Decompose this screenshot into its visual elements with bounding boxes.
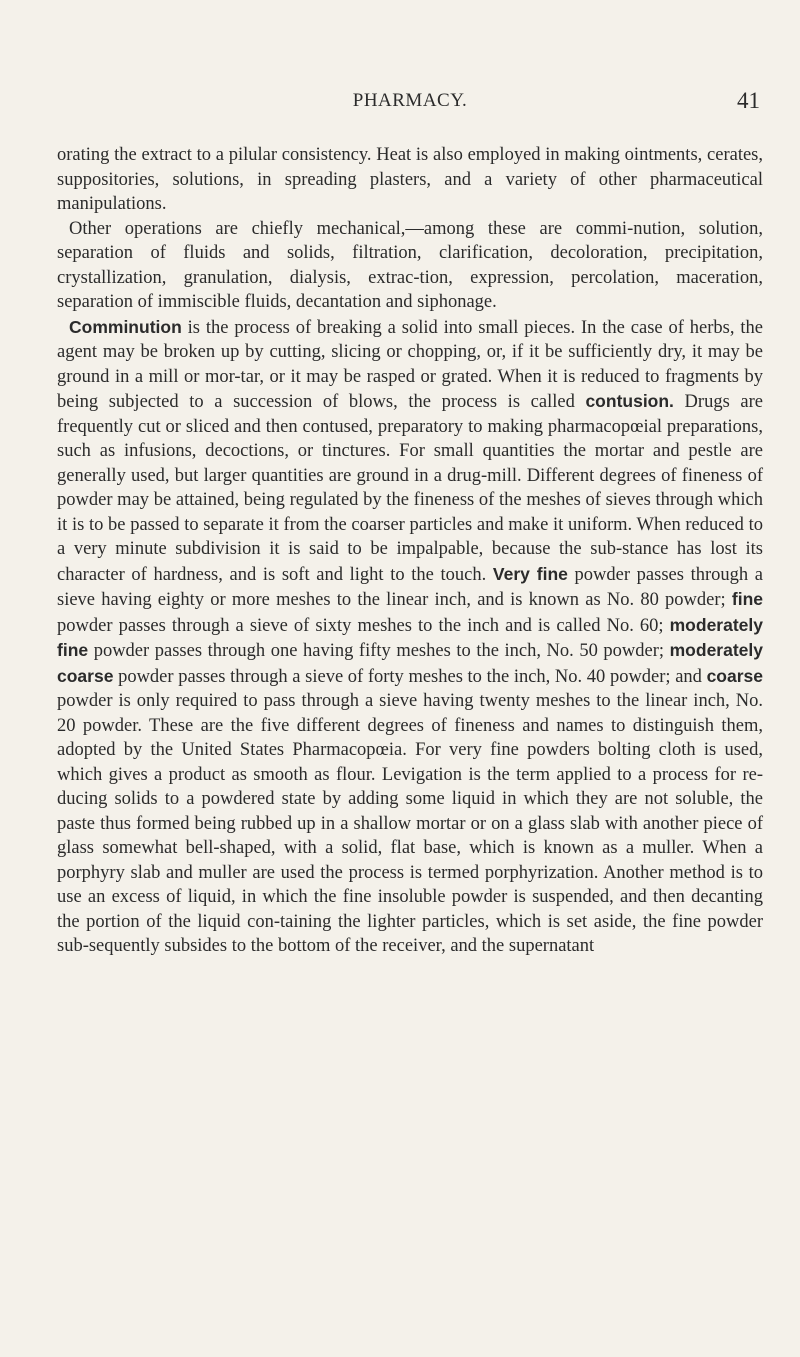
text-run: powder is only required to pass through a sieve having twenty meshes to the linear inch, No. 20 powder. These are the five different degrees of fineness and names to distinguish them, adopted by the United States Pharmacopœia. For very fine powders bolting cloth is used, which gives a product as smooth as flour. Levigation is the term applied to a process for re-ducing solids to a powdered state by adding some liquid in which they are not soluble, the paste thus formed being rubbed up in a shallow mortar or on a glass slab with another piece of glass somewhat bell-shaped, with a solid, flat base, which is known as a muller. When a porphyry slab and muller are used the process is termed porphyrization. Another method is to use an excess of liquid, in which the fine insoluble powder is suspended, and then decanting the portion of the liquid con-taining the lighter particles, which is set aside, the fine powder sub-sequently subsides to the bottom of the receiver, and the supernatant — [57, 691, 763, 956]
term-moderately-coarse: moderately coarse — [57, 640, 763, 686]
term-contusion: contusion. — [585, 391, 674, 411]
paragraph — [57, 315, 763, 959]
term-moderately-fine: moderately fine — [57, 614, 763, 660]
term-very-fine: Very fine — [492, 563, 568, 584]
text-run: is the process of breaking a solid into small pieces. In the case of herbs, the agent may be broken up by cutting, slicing or chopping, or, if it be sufficiently dry, it may be ground in a mill or mor-tar, or it may be rasped or grated. When it is reduced to fragments by being subjected to a succession of blows, the process is called — [57, 317, 763, 412]
term-coarse: coarse — [706, 665, 763, 686]
text-run: orating the extract to a pilular consistency. Heat is also employed in making ointments, cerates, suppositories, solutions, in spreading plasters, and a variety of other pharmaceutical manipulations. — [57, 145, 763, 214]
term-fine: fine — [731, 589, 763, 609]
text-run: powder passes through a sieve having eighty or more meshes to the linear inch, and is known as No. 80 powder; — [57, 564, 764, 610]
running-head: PHARMACY. — [352, 90, 468, 111]
paragraph — [57, 143, 763, 217]
term-comminution: Comminution — [69, 316, 182, 337]
paragraph — [57, 217, 763, 315]
page-header — [60, 90, 760, 130]
page-number: 41 — [737, 88, 760, 113]
text-run: powder passes through a sieve of forty meshes to the inch, No. 40 powder; and — [113, 666, 707, 687]
text-run: Drugs are frequently cut or sliced and then contused, preparatory to making pharmacopœial preparations, such as infusions, decoctions, or tinctures. For small quantities the mortar and pestle are generally used, but larger quantities are ground in a drug-mill. Different degrees of fineness of powder may be attained, being regulated by the fineness of the meshes of sieves through which it is to be passed to separate it from the coarser particles and make it uniform. When reduced to a very minute subdivision it is said to be impalpable, because the sub-stance has lost its character of hardness, and is soft and light to the touch. — [57, 392, 763, 585]
text-run: powder passes through one having fifty meshes to the inch, No. 50 powder; — [88, 641, 670, 661]
text-run: powder passes through a sieve of sixty meshes to the inch and is called No. 60; — [57, 615, 670, 636]
body-text — [57, 143, 763, 959]
text-run: Other operations are chiefly mechanical,—among these are commi-nution, solution, separation of fluids and solids, filtration, clarification, decoloration, precipitation, crystallization, granulation, dialysis, extrac-tion, expression, percolation, maceration, separation of immiscible fluids, decantation and siphonage. — [57, 218, 763, 312]
